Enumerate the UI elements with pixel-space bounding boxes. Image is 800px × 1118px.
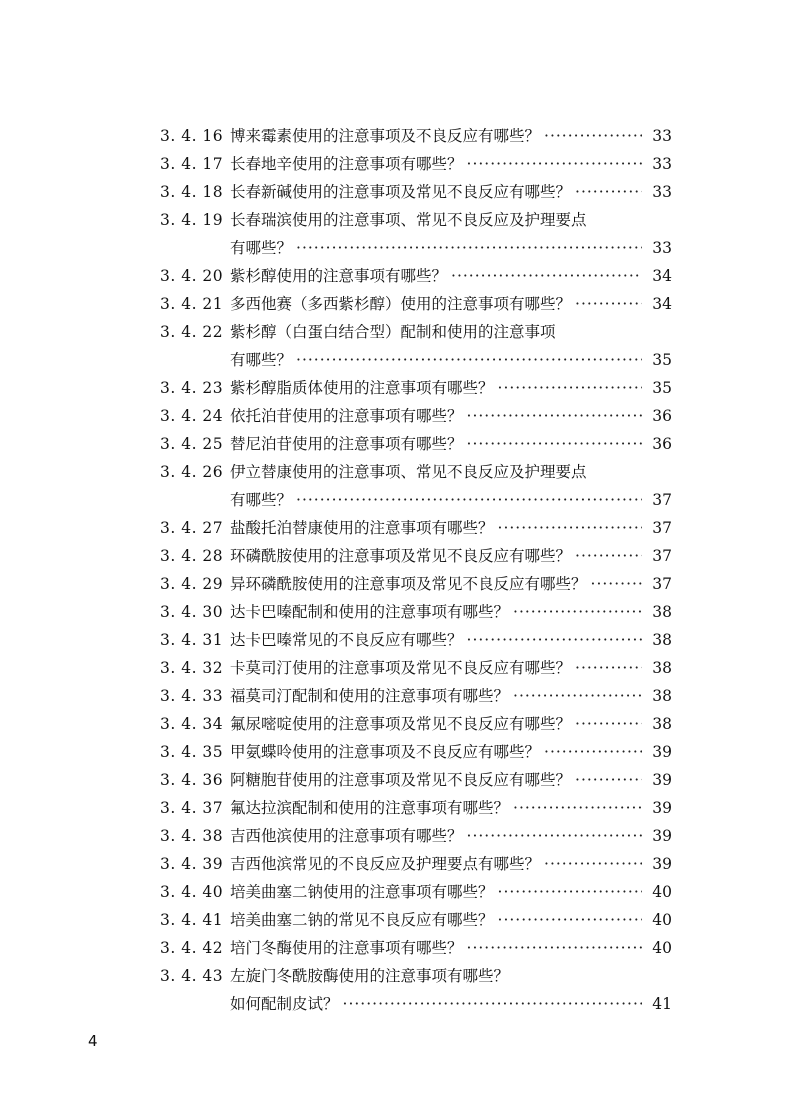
toc-entry-line	[160, 514, 672, 542]
toc-entry-line	[160, 374, 672, 402]
toc-entry-number: 3. 4. 16	[160, 127, 224, 145]
toc-entry-page: 36	[652, 407, 672, 425]
toc-leader-dots	[513, 598, 642, 626]
toc-entry[interactable]	[160, 542, 672, 570]
toc-entry-line	[160, 150, 672, 178]
toc-entry-title: 环磷酰胺使用的注意事项及常见不良反应有哪些？	[230, 547, 572, 565]
toc-leader-dots	[498, 906, 642, 934]
toc-entry-title: 有哪些？	[230, 351, 293, 369]
toc-entry-line	[160, 486, 672, 514]
toc-leader-dots	[296, 486, 642, 514]
toc-leader-dots	[513, 794, 642, 822]
toc-entry[interactable]	[160, 178, 672, 206]
toc-entry-title: 有哪些？	[230, 491, 293, 509]
toc-entry-title: 吉西他滨常见的不良反应及护理要点有哪些？	[230, 855, 541, 873]
toc-entry-page: 38	[652, 603, 672, 621]
toc-entry-page: 34	[652, 295, 672, 313]
toc-leader-dots	[498, 374, 642, 402]
toc-entry-title: 有哪些？	[230, 239, 293, 257]
toc-leader-dots	[513, 682, 642, 710]
toc-entry-title: 左旋门冬酰胺酶使用的注意事项有哪些？	[230, 967, 510, 985]
toc-leader-dots	[467, 934, 642, 962]
toc-entry-number: 3. 4. 26	[160, 463, 224, 481]
toc-entry-title: 培美曲塞二钠的常见不良反应有哪些？	[230, 911, 494, 929]
toc-entry-line	[160, 654, 672, 682]
toc-entry-page: 40	[652, 939, 672, 957]
toc-entry-title: 伊立替康使用的注意事项、常见不良反应及护理要点	[230, 463, 587, 481]
toc-entry-title: 氟尿嘧啶使用的注意事项及常见不良反应有哪些？	[230, 715, 572, 733]
toc-entry-number: 3. 4. 22	[160, 323, 224, 341]
toc-entry[interactable]	[160, 738, 672, 766]
toc-entry-number: 3. 4. 20	[160, 267, 224, 285]
toc-leader-dots	[451, 262, 642, 290]
toc-entry-page: 38	[652, 631, 672, 649]
toc-leader-dots	[575, 654, 642, 682]
toc-leader-dots	[575, 290, 642, 318]
toc-entry-number: 3. 4. 35	[160, 743, 224, 761]
toc-entry[interactable]	[160, 206, 672, 262]
toc-entry-number: 3. 4. 27	[160, 519, 224, 537]
toc-entry-line	[160, 598, 672, 626]
toc-entry-title: 达卡巴嗪常见的不良反应有哪些？	[230, 631, 463, 649]
toc-entry-page: 37	[652, 491, 672, 509]
toc-entry-number: 3. 4. 31	[160, 631, 224, 649]
toc-entry-line	[160, 430, 672, 458]
toc-leader-dots	[467, 626, 642, 654]
toc-entry-title: 如何配制皮试？	[230, 995, 339, 1013]
toc-entry-title: 盐酸托泊替康使用的注意事项有哪些？	[230, 519, 494, 537]
toc-entry[interactable]	[160, 514, 672, 542]
toc-entry-line	[160, 878, 672, 906]
toc-entry-page: 37	[652, 547, 672, 565]
toc-entry-number: 3. 4. 37	[160, 799, 224, 817]
toc-entry-title: 长春瑞滨使用的注意事项、常见不良反应及护理要点	[230, 211, 587, 229]
toc-leader-dots	[296, 234, 642, 262]
toc-entry-indent	[160, 486, 230, 514]
toc-entry-line	[160, 822, 672, 850]
toc-entry-page: 38	[652, 715, 672, 733]
toc-entry[interactable]	[160, 122, 672, 150]
toc-entry-title: 紫杉醇（白蛋白结合型）配制和使用的注意事项	[230, 323, 556, 341]
toc-leader-dots	[544, 850, 642, 878]
toc-entry-page: 40	[652, 883, 672, 901]
toc-entry-line	[160, 682, 672, 710]
toc-leader-dots	[467, 822, 642, 850]
toc-entry[interactable]	[160, 626, 672, 654]
toc-entry-line	[160, 738, 672, 766]
toc-entry-title: 吉西他滨使用的注意事项有哪些？	[230, 827, 463, 845]
toc-entry-title: 氟达拉滨配制和使用的注意事项有哪些？	[230, 799, 510, 817]
toc-entry-line	[160, 906, 672, 934]
toc-entry-number: 3. 4. 28	[160, 547, 224, 565]
toc-entry-number: 3. 4. 38	[160, 827, 224, 845]
toc-entry-line	[160, 934, 672, 962]
toc-entry-line	[160, 850, 672, 878]
toc-entry-page: 40	[652, 911, 672, 929]
toc-entry-line	[160, 962, 672, 990]
toc-leader-dots	[498, 514, 642, 542]
toc-entry-page: 35	[652, 351, 672, 369]
toc-entry-number: 3. 4. 33	[160, 687, 224, 705]
toc-entry-line	[160, 346, 672, 374]
toc-entry[interactable]	[160, 682, 672, 710]
toc-entry[interactable]	[160, 318, 672, 374]
toc-entry-line	[160, 570, 672, 598]
toc-entry-number: 3. 4. 41	[160, 911, 224, 929]
page-number: 4	[88, 1032, 98, 1050]
toc-entry-line	[160, 178, 672, 206]
toc-entry-title: 卡莫司汀使用的注意事项及常见不良反应有哪些？	[230, 659, 572, 677]
toc-entry[interactable]	[160, 458, 672, 514]
toc-leader-dots	[575, 542, 642, 570]
toc-entry-line	[160, 234, 672, 262]
toc-entry-line	[160, 122, 672, 150]
toc-entry[interactable]	[160, 934, 672, 962]
toc-entry-line	[160, 626, 672, 654]
toc-entry-page: 39	[652, 771, 672, 789]
toc-entry-line	[160, 206, 672, 234]
toc-entry-title: 博来霉素使用的注意事项及不良反应有哪些？	[230, 127, 541, 145]
toc-entry-line	[160, 290, 672, 318]
toc-entry-title: 阿糖胞苷使用的注意事项及常见不良反应有哪些？	[230, 771, 572, 789]
toc-entry-line	[160, 458, 672, 486]
toc-entry-indent	[160, 234, 230, 262]
toc-entry-number: 3. 4. 42	[160, 939, 224, 957]
toc-leader-dots	[343, 990, 642, 1018]
toc-entry[interactable]	[160, 654, 672, 682]
toc-leader-dots	[467, 430, 642, 458]
toc-entry-title: 长春新碱使用的注意事项及常见不良反应有哪些？	[230, 183, 572, 201]
toc-entry-line	[160, 262, 672, 290]
toc-entry-page: 34	[652, 267, 672, 285]
toc-entry[interactable]	[160, 374, 672, 402]
toc-entry-number: 3. 4. 30	[160, 603, 224, 621]
toc-entry-page: 41	[652, 995, 672, 1013]
toc-entry-title: 培美曲塞二钠使用的注意事项有哪些？	[230, 883, 494, 901]
toc-entry-number: 3. 4. 25	[160, 435, 224, 453]
toc-leader-dots	[544, 738, 642, 766]
toc-entry-title: 异环磷酰胺使用的注意事项及常见不良反应有哪些？	[230, 575, 587, 593]
toc-entry[interactable]	[160, 906, 672, 934]
toc-entry-number: 3. 4. 29	[160, 575, 224, 593]
toc-entry-number: 3. 4. 32	[160, 659, 224, 677]
toc-entry-page: 39	[652, 743, 672, 761]
toc-leader-dots	[544, 122, 642, 150]
toc-leader-dots	[591, 570, 642, 598]
toc-entry[interactable]	[160, 402, 672, 430]
toc-entry-page: 33	[652, 183, 672, 201]
toc-entry-number: 3. 4. 18	[160, 183, 224, 201]
toc-entry[interactable]	[160, 766, 672, 794]
toc-entry-page: 33	[652, 239, 672, 257]
toc-entry[interactable]	[160, 710, 672, 738]
toc-entry[interactable]	[160, 598, 672, 626]
toc-entry-number: 3. 4. 40	[160, 883, 224, 901]
toc-entry-number: 3. 4. 36	[160, 771, 224, 789]
toc-entry-title: 多西他赛（多西紫杉醇）使用的注意事项有哪些？	[230, 295, 572, 313]
toc-entry-line	[160, 766, 672, 794]
toc-entry-line	[160, 710, 672, 738]
toc-entry-page: 38	[652, 659, 672, 677]
toc-entry-title: 达卡巴嗪配制和使用的注意事项有哪些？	[230, 603, 510, 621]
toc-entry-page: 35	[652, 379, 672, 397]
toc-entry-number: 3. 4. 23	[160, 379, 224, 397]
toc-entry-indent	[160, 346, 230, 374]
toc-entry-page: 33	[652, 155, 672, 173]
toc-entry-title: 长春地辛使用的注意事项有哪些？	[230, 155, 463, 173]
toc-entry[interactable]	[160, 430, 672, 458]
toc-entry-page: 37	[652, 519, 672, 537]
toc-leader-dots	[467, 150, 642, 178]
toc-entry-number: 3. 4. 39	[160, 855, 224, 873]
toc-entry-line	[160, 990, 672, 1018]
toc-entry-title: 甲氨蝶呤使用的注意事项及不良反应有哪些？	[230, 743, 541, 761]
toc-entry-page: 39	[652, 855, 672, 873]
toc-entry-title: 依托泊苷使用的注意事项有哪些？	[230, 407, 463, 425]
toc-leader-dots	[575, 766, 642, 794]
toc-leader-dots	[498, 878, 642, 906]
toc-entry[interactable]	[160, 290, 672, 318]
toc-entry-line	[160, 402, 672, 430]
toc-entry-title: 紫杉醇脂质体使用的注意事项有哪些？	[230, 379, 494, 397]
toc-entry-number: 3. 4. 24	[160, 407, 224, 425]
toc-entry[interactable]	[160, 150, 672, 178]
toc-entry[interactable]	[160, 794, 672, 822]
toc-entry-title: 培门冬酶使用的注意事项有哪些？	[230, 939, 463, 957]
toc-entry-line	[160, 542, 672, 570]
toc-entry-number: 3. 4. 21	[160, 295, 224, 313]
toc-entry[interactable]	[160, 822, 672, 850]
toc-leader-dots	[467, 402, 642, 430]
toc-entry-page: 38	[652, 687, 672, 705]
toc-entry-page: 39	[652, 799, 672, 817]
toc-entry-title: 福莫司汀配制和使用的注意事项有哪些？	[230, 687, 510, 705]
toc-entry-title: 紫杉醇使用的注意事项有哪些？	[230, 267, 448, 285]
toc-entry-title: 替尼泊苷使用的注意事项有哪些？	[230, 435, 463, 453]
toc-leader-dots	[575, 710, 642, 738]
toc-entry[interactable]	[160, 570, 672, 598]
toc-entry-number: 3. 4. 19	[160, 211, 224, 229]
toc-entry[interactable]	[160, 262, 672, 290]
toc-leader-dots	[296, 346, 642, 374]
toc-entry-indent	[160, 990, 230, 1018]
toc-entry-page: 39	[652, 827, 672, 845]
toc-entry-number: 3. 4. 43	[160, 967, 224, 985]
toc-entry-page: 37	[652, 575, 672, 593]
toc-leader-dots	[575, 178, 642, 206]
toc-entry-page: 36	[652, 435, 672, 453]
toc-entry[interactable]	[160, 962, 672, 1018]
toc-entry-line	[160, 794, 672, 822]
toc-entry-number: 3. 4. 17	[160, 155, 224, 173]
toc-entry[interactable]	[160, 850, 672, 878]
toc-entry-number: 3. 4. 34	[160, 715, 224, 733]
toc-entry-page: 33	[652, 127, 672, 145]
toc-entry-line	[160, 318, 672, 346]
toc-entry[interactable]	[160, 878, 672, 906]
